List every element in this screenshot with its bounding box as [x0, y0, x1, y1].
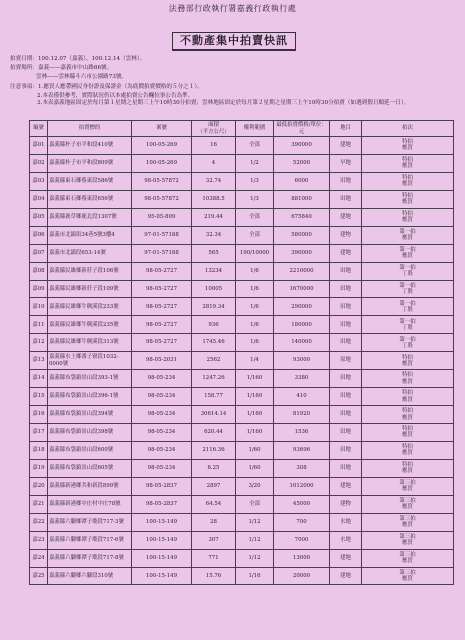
cell-no: 嘉12	[30, 334, 48, 352]
cell-case: 98-05-234	[132, 370, 192, 388]
table-row	[30, 208, 454, 226]
cell-land-type: 建地	[330, 244, 362, 262]
cell-area: 2897	[192, 477, 236, 495]
cell-share: 1/6	[236, 298, 274, 316]
cell-price: 290000	[274, 298, 330, 316]
cell-no: 嘉04	[30, 190, 48, 208]
cell-no: 嘉19	[30, 459, 48, 477]
cell-share: 1/6	[236, 316, 274, 334]
cell-land-type: 建地	[330, 549, 362, 567]
cell-land-type: 田地	[330, 441, 362, 459]
header-price: 最低拍賣價格/單位：元	[274, 121, 330, 137]
cell-case: 98-05-2837	[132, 495, 192, 513]
cell-location: 嘉義縣朴子市平和段809號	[48, 154, 132, 172]
cell-note: 第一拍 丁股	[362, 334, 454, 352]
cell-price: 881000	[274, 190, 330, 208]
cell-price: 52000	[274, 154, 330, 172]
cell-price: 13000	[274, 549, 330, 567]
cell-case: 98-05-57872	[132, 172, 192, 190]
auction-place-2: 雲林——雲林縣斗六市公園路73號。	[36, 74, 128, 80]
cell-land-type: 水地	[330, 531, 362, 549]
cell-share: 190/10000	[236, 244, 274, 262]
header-area-unit: （平方公尺）	[197, 128, 230, 135]
cell-note: 第三拍 應買	[362, 531, 454, 549]
cell-land-type: 田地	[330, 459, 362, 477]
cell-no: 嘉23	[30, 531, 48, 549]
cell-location: 嘉義縣民雄鄉新莊子段109號	[48, 280, 132, 298]
table-row	[30, 531, 454, 549]
cell-share: 全部	[236, 495, 274, 513]
cell-share: 全部	[236, 208, 274, 226]
cell-case: 97-01-57188	[132, 244, 192, 262]
cell-land-type: 田地	[330, 262, 362, 280]
cell-area: 10005	[192, 280, 236, 298]
cell-share: 1/16	[236, 567, 274, 585]
table-row	[30, 334, 454, 352]
cell-price: 20000	[274, 567, 330, 585]
cell-land-type: 水地	[330, 513, 362, 531]
cell-note: 特拍 應買	[362, 388, 454, 406]
cell-no: 嘉08	[30, 262, 48, 280]
table-row	[30, 477, 454, 495]
cell-price: 7000	[274, 531, 330, 549]
cell-case: 100-15-149	[132, 567, 192, 585]
notice	[10, 82, 203, 90]
cell-note: 第三拍 應買	[362, 477, 454, 495]
cell-area: 15.76	[192, 567, 236, 585]
cell-share: 1/60	[236, 441, 274, 459]
cell-land-type: 田地	[330, 406, 362, 424]
cell-area: 565	[192, 244, 236, 262]
cell-note: 特拍 應買	[362, 459, 454, 477]
cell-no: 嘉07	[30, 244, 48, 262]
cell-no: 嘉21	[30, 495, 48, 513]
notice-3: 3.本表嘉義地區固定於每月第１星期之星期三上午10時30分拍賣；雲林地區固定於每月第２星期之星期三上午10時30分拍賣（如遇到假日順延一日）。	[37, 100, 410, 106]
cell-land-type: 建地	[330, 208, 362, 226]
cell-note: 特拍 應買	[362, 352, 454, 370]
notice-2: 2.本表僅供參考，實際狀況仍以本處拍賣公告欄位事公告為準。	[37, 93, 194, 99]
cell-land-type: 田地	[330, 190, 362, 208]
cell-location: 嘉義縣布袋鎮景山段393-1號	[48, 370, 132, 388]
cell-share: 1/3	[236, 172, 274, 190]
cell-note: 特拍 應買	[362, 370, 454, 388]
cell-area: 64.54	[192, 495, 236, 513]
cell-location: 嘉義縣東石鄉蔡東段656號	[48, 190, 132, 208]
cell-note: 特拍 應買	[362, 190, 454, 208]
cell-land-type: 田地	[330, 316, 362, 334]
table-row	[30, 316, 454, 334]
cell-note: 第三拍 應買	[362, 567, 454, 585]
table-row	[30, 406, 454, 424]
cell-price: 390000	[274, 244, 330, 262]
table-row	[30, 567, 454, 585]
cell-location: 嘉義縣東石鄉蔡東段586號	[48, 172, 132, 190]
cell-price: 1670000	[274, 280, 330, 298]
cell-land-type: 田地	[330, 334, 362, 352]
cell-area: 28	[192, 513, 236, 531]
table-row	[30, 495, 454, 513]
cell-location: 嘉義縣民雄鄉牛稠溪段235號	[48, 316, 132, 334]
cell-price: 410	[274, 388, 330, 406]
table-row	[30, 441, 454, 459]
auction-place-label: 拍賣場所：	[10, 65, 38, 71]
cell-area: 936	[192, 316, 236, 334]
cell-location: 嘉義縣民雄鄉新莊子段106號	[48, 262, 132, 280]
cell-price: 81920	[274, 406, 330, 424]
header-area	[192, 121, 236, 137]
cell-no: 嘉17	[30, 424, 48, 442]
cell-case: 100-15-149	[132, 513, 192, 531]
table-row	[30, 280, 454, 298]
table-row	[30, 549, 454, 567]
cell-no: 嘉15	[30, 388, 48, 406]
cell-price: 3380	[274, 370, 330, 388]
cell-no: 嘉13	[30, 352, 48, 370]
cell-no: 嘉20	[30, 477, 48, 495]
cell-no: 嘉05	[30, 208, 48, 226]
cell-note: 特拍 應買	[362, 441, 454, 459]
cell-price: 45000	[274, 495, 330, 513]
cell-share: 1/160	[236, 424, 274, 442]
cell-note: 第一拍 丁股	[362, 262, 454, 280]
cell-location: 嘉義縣六腳鄉潭子墘段717-3號	[48, 513, 132, 531]
cell-note: 特拍 應買	[362, 208, 454, 226]
auction-date-label: 拍賣日期：	[10, 56, 38, 62]
auction-place-1: 嘉義——嘉義市中山路86號。	[37, 65, 113, 71]
cell-no: 嘉03	[30, 172, 48, 190]
cell-land-type: 田地	[330, 280, 362, 298]
cell-share: 3/20	[236, 477, 274, 495]
cell-area: 16	[192, 137, 236, 155]
cell-land-type: 旱地	[330, 154, 362, 172]
table-row	[30, 154, 454, 172]
table-row	[30, 370, 454, 388]
cell-land-type: 原地	[330, 352, 362, 370]
table-row	[30, 424, 454, 442]
cell-share: 全部	[236, 226, 274, 244]
cell-note: 特拍 應買	[362, 406, 454, 424]
cell-location: 嘉義縣布袋鎮景山段396-1號	[48, 388, 132, 406]
table-header-row	[30, 121, 454, 137]
cell-area: 219.44	[192, 208, 236, 226]
cell-location: 嘉義縣水上鄉番子寮段1032-0000號	[48, 352, 132, 370]
cell-note: 特拍 應買	[362, 137, 454, 155]
cell-note: 特拍 應買	[362, 154, 454, 172]
auction-date	[10, 54, 145, 62]
table-row	[30, 172, 454, 190]
cell-share: 1/3	[236, 190, 274, 208]
cell-share: 1/6	[236, 280, 274, 298]
cell-no: 嘉25	[30, 567, 48, 585]
cell-share: 1/6	[236, 334, 274, 352]
cell-case: 98-05-2837	[132, 477, 192, 495]
cell-location: 嘉義縣六腳鄉潭子墘段717-8號	[48, 549, 132, 567]
cell-case: 98-05-234	[132, 388, 192, 406]
cell-case: 100-05-269	[132, 154, 192, 172]
cell-case: 98-05-234	[132, 424, 192, 442]
table-row	[30, 352, 454, 370]
header-item: 拍賣標的	[48, 121, 132, 137]
cell-case: 100-05-269	[132, 137, 192, 155]
cell-area: 2116.36	[192, 441, 236, 459]
cell-location: 嘉義縣朴子市平和段410號	[48, 137, 132, 155]
cell-share: 1/12	[236, 531, 274, 549]
cell-location: 嘉義縣布袋鎮景山段394號	[48, 406, 132, 424]
table-row	[30, 190, 454, 208]
cell-area: 2562	[192, 352, 236, 370]
cell-share: 1/60	[236, 459, 274, 477]
cell-no: 嘉18	[30, 441, 48, 459]
notice-1: 1.應買人應帶國民身份證及保證金（為底價拍賣價格的５分之１）。	[37, 84, 203, 90]
cell-land-type: 田地	[330, 172, 362, 190]
cell-location: 嘉義縣布袋鎮景山段600號	[48, 441, 132, 459]
cell-area: 13234	[192, 262, 236, 280]
cell-land-type: 田地	[330, 298, 362, 316]
cell-area: 1745.46	[192, 334, 236, 352]
cell-location: 嘉義縣布袋鎮景山段605號	[48, 459, 132, 477]
cell-no: 嘉09	[30, 280, 48, 298]
cell-location: 嘉義縣新港鄉共和新段899號	[48, 477, 132, 495]
cell-no: 嘉16	[30, 406, 48, 424]
cell-land-type: 建地	[330, 567, 362, 585]
cell-price: 675840	[274, 208, 330, 226]
cell-case: 98-05-234	[132, 441, 192, 459]
cell-area: 6.25	[192, 459, 236, 477]
cell-price: 93000	[274, 352, 330, 370]
cell-price: 180000	[274, 316, 330, 334]
cell-location: 嘉義縣民雄鄉牛稠溪段233號	[48, 298, 132, 316]
cell-land-type: 建物	[330, 226, 362, 244]
table-row	[30, 244, 454, 262]
title-underline	[172, 50, 296, 51]
table-row	[30, 513, 454, 531]
cell-share: 1/4	[236, 352, 274, 370]
table-row	[30, 459, 454, 477]
cell-location: 嘉義縣六腳鄉六腳段310號	[48, 567, 132, 585]
cell-price: 6000	[274, 172, 330, 190]
cell-case: 100-15-149	[132, 549, 192, 567]
cell-land-type: 建物	[330, 495, 362, 513]
header-area-label: 面積	[208, 121, 219, 128]
cell-price: 1536	[274, 424, 330, 442]
auction-place	[10, 63, 112, 71]
cell-share: 1/12	[236, 513, 274, 531]
cell-price: 93696	[274, 441, 330, 459]
cell-location: 嘉義縣六腳鄉潭子墘段717-6號	[48, 531, 132, 549]
cell-case: 98-05-234	[132, 406, 192, 424]
cell-note: 第一拍 丁股	[362, 316, 454, 334]
cell-share: 1/160	[236, 370, 274, 388]
agency-name: 法務部行政執行署嘉義行政執行處	[168, 4, 297, 13]
cell-note: 第一拍 應買	[362, 244, 454, 262]
cell-no: 嘉11	[30, 316, 48, 334]
header-case: 案號	[132, 121, 192, 137]
cell-case: 98-05-2727	[132, 316, 192, 334]
cell-location: 嘉義市北鎮段653-14號	[48, 244, 132, 262]
cell-no: 嘉10	[30, 298, 48, 316]
cell-area: 4	[192, 154, 236, 172]
cell-note: 特拍 應買	[362, 172, 454, 190]
cell-location: 嘉義縣民雄鄉牛稠溪段313號	[48, 334, 132, 352]
table-row	[30, 226, 454, 244]
cell-case: 98-05-57872	[132, 190, 192, 208]
cell-price: 1012000	[274, 477, 330, 495]
cell-price: 390000	[274, 137, 330, 155]
cell-no: 嘉01	[30, 137, 48, 155]
cell-area: 30614.14	[192, 406, 236, 424]
cell-no: 嘉06	[30, 226, 48, 244]
cell-note: 第三拍 應買	[362, 549, 454, 567]
cell-case: 97-01-57188	[132, 226, 192, 244]
cell-price: 2210000	[274, 262, 330, 280]
cell-case: 98-05-2727	[132, 298, 192, 316]
header-note: 拍次	[362, 121, 454, 137]
cell-share: 全部	[236, 137, 274, 155]
cell-no: 嘉24	[30, 549, 48, 567]
header-no: 編號	[30, 121, 48, 137]
cell-price: 140000	[274, 334, 330, 352]
cell-price: 700	[274, 513, 330, 531]
cell-location: 嘉義縣鹿草鄉鹿北段1307號	[48, 208, 132, 226]
cell-note: 第一拍 丁股	[362, 298, 454, 316]
cell-price: 308	[274, 459, 330, 477]
cell-case: 98-05-2727	[132, 262, 192, 280]
table-row	[30, 298, 454, 316]
header-type: 地目	[330, 121, 362, 137]
cell-area: 1247.26	[192, 370, 236, 388]
cell-area: 307	[192, 531, 236, 549]
cell-note: 第一拍 丁股	[362, 280, 454, 298]
notice-label: 注意事項：	[10, 84, 38, 90]
cell-area: 620.44	[192, 424, 236, 442]
cell-area: 32.34	[192, 226, 236, 244]
auction-date-value: 100.12.07（嘉義）、100.12.14（雲林）。	[37, 56, 146, 62]
cell-area: 2819.34	[192, 298, 236, 316]
cell-no: 嘉02	[30, 154, 48, 172]
cell-share: 1/6	[236, 262, 274, 280]
cell-case: 100-15-149	[132, 531, 192, 549]
cell-location: 嘉義縣布袋鎮景山段398號	[48, 424, 132, 442]
cell-share: 1/12	[236, 549, 274, 567]
cell-location: 嘉義縣新港鄉中庄村中庄78號	[48, 495, 132, 513]
cell-note: 第三拍 應買	[362, 513, 454, 531]
cell-land-type: 建地	[330, 477, 362, 495]
cell-note: 第一拍 應買	[362, 226, 454, 244]
cell-note: 第三拍 應買	[362, 495, 454, 513]
cell-share: 1/2	[236, 154, 274, 172]
cell-note: 特拍 應買	[362, 424, 454, 442]
cell-price: 580000	[274, 226, 330, 244]
cell-land-type: 田地	[330, 370, 362, 388]
cell-no: 嘉14	[30, 370, 48, 388]
cell-case: 98-05-2031	[132, 352, 192, 370]
cell-case: 95-05-809	[132, 208, 192, 226]
cell-land-type: 田地	[330, 388, 362, 406]
table-row	[30, 262, 454, 280]
cell-land-type: 建地	[330, 137, 362, 155]
cell-share: 1/160	[236, 406, 274, 424]
cell-case: 98-05-234	[132, 459, 192, 477]
cell-case: 98-05-2727	[132, 334, 192, 352]
cell-land-type: 田地	[330, 424, 362, 442]
cell-location: 嘉義市北鎮街34巷5號3樓4	[48, 226, 132, 244]
cell-share: 1/160	[236, 388, 274, 406]
table-row	[30, 137, 454, 155]
page-title: 不動產集中拍賣快訊	[172, 32, 296, 50]
cell-no: 嘉22	[30, 513, 48, 531]
auction-table	[29, 120, 454, 585]
table-row	[30, 388, 454, 406]
cell-area: 158.77	[192, 388, 236, 406]
cell-area: 32.74	[192, 172, 236, 190]
header-share: 權利範圍	[236, 121, 274, 137]
cell-area: 771	[192, 549, 236, 567]
cell-area: 10388.5	[192, 190, 236, 208]
cell-case: 98-05-2727	[132, 280, 192, 298]
